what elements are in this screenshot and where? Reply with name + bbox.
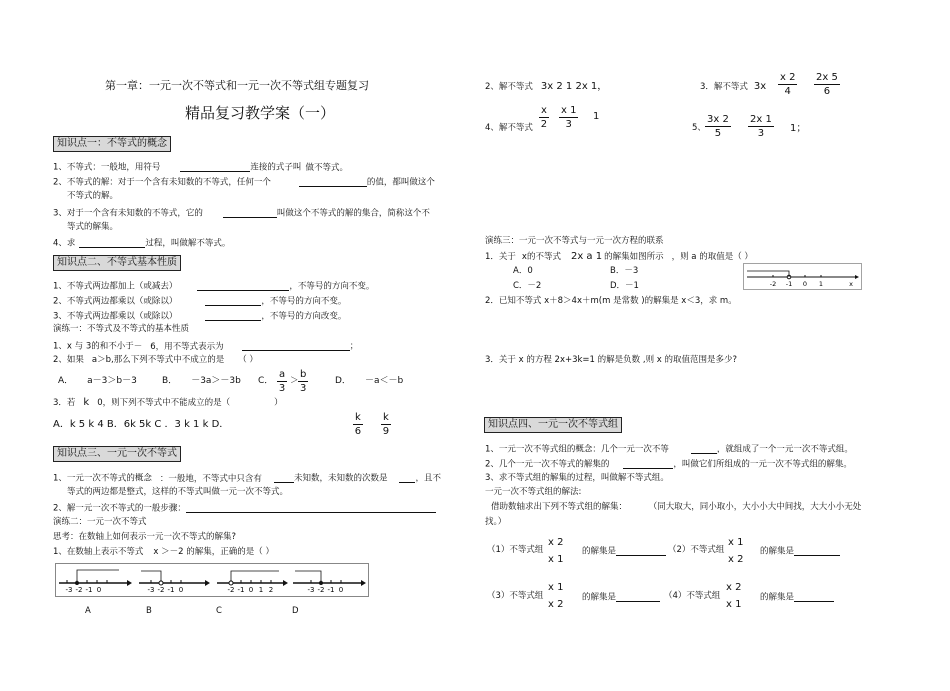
system-4-label: （4）不等式组 — [664, 591, 721, 601]
system-3-bottom: x 2 — [548, 599, 564, 610]
option-label-c: C — [216, 606, 222, 616]
system-3-answer — [582, 592, 660, 602]
system-4-answer — [760, 592, 834, 602]
blank[interactable] — [242, 341, 350, 351]
tick-label: -3 — [307, 586, 315, 594]
denominator: 4 — [784, 86, 791, 97]
tick-label: -2 — [157, 586, 165, 594]
option-c-frac-1 — [277, 370, 287, 394]
text: 3、对于一个含有未知数的不等式，它的 — [53, 208, 203, 219]
denominator: 3 — [565, 119, 572, 130]
tick-label: -1 — [785, 280, 793, 288]
ex3-option-c: C．－2 — [513, 281, 542, 291]
exercise-1-q1 — [53, 341, 358, 351]
denominator: 3 — [757, 128, 765, 139]
option-c-label: C． — [258, 376, 274, 386]
ex3-option-a: A．0 — [513, 266, 533, 276]
ex3-number-line — [743, 263, 863, 291]
option-label-b: B — [146, 606, 152, 616]
section-header-4: 知识点四、一元一次不等式组 — [484, 417, 622, 433]
blank[interactable] — [79, 238, 145, 248]
text: ，则 a 的取值是（ ） — [671, 252, 753, 262]
q5-tail: 1； — [790, 123, 807, 134]
numerator: 2x 1 — [750, 114, 772, 125]
numerator: x 1 — [561, 105, 577, 116]
axis-arrow — [855, 275, 859, 279]
text: －3a＞－3b — [191, 376, 241, 386]
concept-4-item-4: 一元一次不等式组的解法: — [485, 487, 582, 497]
concept-4-item-3: 3、求不等式组的解集的过程，叫做解不等式组。 — [485, 473, 669, 483]
blank[interactable] — [399, 473, 415, 483]
number-line-d[interactable] — [293, 571, 366, 594]
q3-option-d-frac-2 — [381, 413, 391, 437]
property-3 — [53, 311, 346, 321]
answer-blank[interactable] — [616, 546, 666, 556]
text: 过程，叫做解不等式。 — [145, 238, 231, 249]
tick-label: -1 — [167, 586, 175, 594]
option-c-gt: ＞ — [290, 376, 299, 386]
exercise-3-title: 演练三：一元一次不等式与一元一次方程的联系 — [485, 236, 664, 246]
tick-label: -3 — [65, 586, 73, 594]
text: 2、如果 — [53, 355, 84, 365]
tick-label: -1 — [237, 586, 245, 594]
tick-label: 1 — [258, 586, 264, 594]
option-b — [162, 377, 241, 386]
text: 的值，都叫做这个 — [366, 177, 435, 188]
tick-label: 0 — [802, 280, 808, 288]
text: 2、不等式的解：对于一个含有未知数的不等式，任何一个 — [53, 177, 271, 188]
text: x的不等式 — [521, 252, 561, 262]
denominator: 2 — [540, 119, 548, 130]
denominator: 5 — [714, 128, 722, 139]
text: －a＜－b — [364, 376, 404, 386]
solution-ray — [747, 271, 789, 277]
exercise-2-title: 演练二：一元一次不等式 — [53, 517, 147, 527]
tick-label: 1 — [818, 280, 824, 288]
solve-q5: 5、 — [692, 123, 706, 133]
text: 1、一元一次不等式的概念 — [53, 473, 152, 484]
concept-4-item-5 — [491, 503, 861, 512]
concept-4-item-2 — [485, 459, 852, 469]
text: 2、解不等式 — [485, 82, 533, 92]
denominator: 6 — [354, 426, 362, 437]
text: 1．关于 — [485, 252, 516, 262]
blank[interactable] — [299, 177, 367, 187]
system-2-label: （2）不等式组 — [668, 545, 725, 555]
exercise-1-title: 演练一：不等式及不等式的基本性质 — [53, 324, 190, 334]
q4-frac-2 — [559, 106, 578, 130]
text: ，叫做它们所组成的一元一次不等式组的解集。 — [673, 459, 852, 470]
text: ：一般地，不等式中只含有 — [159, 473, 262, 484]
q5-frac-2 — [748, 115, 774, 139]
denominator: 3 — [299, 383, 307, 394]
concept-4-item-1 — [485, 444, 853, 454]
tick-label: -1 — [327, 586, 335, 594]
text: k — [83, 397, 90, 408]
section-header-2: 知识点二、不等式基本性质 — [53, 255, 181, 271]
text: 3．若 — [53, 398, 76, 408]
system-1-label: （1）不等式组 — [487, 545, 544, 555]
answer-blank[interactable] — [616, 592, 660, 602]
exercise-2-q1 — [53, 548, 274, 557]
text: 的解集是 — [582, 592, 617, 603]
system-2-top: x 1 — [728, 537, 744, 548]
tick-label: 2 — [268, 586, 274, 594]
text: 2、几个一元一次不等式的解集的 — [485, 459, 610, 470]
blank[interactable] — [223, 208, 277, 218]
exercise-1-q2 — [53, 356, 258, 365]
blank[interactable] — [197, 281, 289, 291]
system-4-top: x 2 — [726, 582, 742, 593]
option-label-a: A — [85, 606, 91, 616]
concept-3-item-2 — [53, 503, 436, 513]
denominator: 3 — [278, 383, 286, 394]
system-1-bottom: x 1 — [548, 554, 564, 565]
text: 1、不等式两边都加上（或减去） — [53, 281, 178, 292]
text: 借助数轴求出下列不等式组的解集： — [491, 502, 628, 512]
text: x ＞－2 的解集，正确的是（ ） — [153, 547, 274, 557]
text: 1、一元一次不等式组的概念：几个一元一次不等 — [485, 444, 669, 455]
numerator: x 2 — [780, 72, 796, 83]
ex3-option-b: B．－3 — [610, 266, 639, 276]
tick-label: 0 — [96, 586, 102, 594]
q5-frac-1 — [705, 115, 731, 139]
system-1-top: x 2 — [548, 537, 564, 548]
property-2 — [53, 296, 346, 306]
q4-tail: 1 — [593, 111, 600, 122]
text: 1、不等式：一般地，用符号 — [53, 162, 161, 173]
text: 2x a 1 — [570, 251, 603, 262]
exercise-3-q3: 3．关于 x 的方程 2x+3k=1 的解是负数 ,则 x 的取值范围是多少? — [485, 355, 738, 365]
answer-blank[interactable] — [794, 592, 834, 602]
text: ） — [274, 398, 283, 408]
text: 2、不等式两边都乘以（或除以） — [53, 296, 178, 307]
concept-3-item-1-cont: 等式的两边都是整式，这样的不等式叫做一元一次不等式。 — [67, 487, 289, 497]
answer-blank[interactable] — [794, 546, 840, 556]
q3-option-d-frac-1 — [353, 413, 363, 437]
text: 3x 2 1 2x 1， — [540, 81, 608, 92]
system-2-answer — [760, 546, 840, 556]
section-header-3: 知识点三、一元一次不等式 — [53, 446, 181, 462]
q3-frac-1 — [778, 73, 797, 97]
concept-item-3 — [53, 208, 430, 218]
system-4-bottom: x 1 — [726, 599, 742, 610]
text: ，不等号的方向不变。 — [289, 281, 375, 292]
ex3-option-d: D．－1 — [610, 281, 639, 291]
text: 1、x 与 3的和不小于－ — [53, 341, 143, 352]
denominator: 9 — [382, 426, 390, 437]
concept-3-item-1 — [53, 473, 441, 483]
property-1 — [53, 281, 374, 291]
solve-q3 — [700, 82, 766, 92]
text: ，就组成了一个一元一次不等式组。 — [716, 444, 853, 455]
text: 叫做这个不等式的解的集合，简称这个不 — [276, 208, 430, 219]
text: 的解集如图所示 — [604, 252, 664, 262]
number-line-options — [55, 563, 370, 597]
text: 2、解一元一次不等式的一般步骤： — [53, 503, 186, 514]
exercise-1-q3 — [53, 398, 283, 408]
text: 3x — [753, 81, 767, 92]
q3-frac-2 — [814, 73, 840, 97]
blank[interactable] — [186, 503, 436, 513]
text: 的解集是 — [760, 546, 795, 557]
text: 的解集是 — [760, 592, 795, 603]
section-header-1: 知识点一：不等式的概念 — [53, 136, 171, 152]
tick-label: 0 — [178, 586, 184, 594]
number-line-b[interactable] — [139, 571, 210, 594]
solve-q2 — [485, 82, 607, 92]
axis-label: x — [849, 280, 853, 288]
tick-label: -1 — [85, 586, 93, 594]
text: 4、求 — [53, 238, 76, 249]
main-title: 精品复习教学案（一） — [185, 104, 336, 122]
text: A． — [58, 376, 74, 386]
option-a — [58, 377, 137, 386]
concept-item-4 — [53, 238, 230, 248]
blank[interactable] — [205, 311, 261, 321]
think-prompt: 思考：在数轴上如何表示一元一次不等式的解集? — [53, 532, 237, 542]
numerator: b — [300, 369, 307, 380]
exercise-3-q2: 2．已知不等式 x＋8＞4x＋m(m 是常数 )的解集是 x＜3，求 m。 — [485, 296, 737, 306]
blank[interactable] — [691, 444, 717, 454]
tick-label: -2 — [769, 280, 777, 288]
numerator: a — [279, 369, 286, 380]
system-1-answer — [582, 546, 666, 556]
text: ，且不 — [415, 473, 441, 484]
blank[interactable] — [180, 162, 250, 172]
option-c-frac-2 — [298, 370, 308, 394]
numerator: 3x 2 — [707, 114, 729, 125]
system-3-label: （3）不等式组 — [487, 591, 544, 601]
text: （ ） — [238, 355, 258, 365]
number-line-c[interactable] — [217, 571, 288, 594]
denominator: 6 — [823, 86, 831, 97]
tick-label: 0 — [248, 586, 254, 594]
text: 连接的式子叫 — [250, 162, 302, 173]
system-3-top: x 1 — [548, 582, 564, 593]
option-label-d: D — [292, 606, 299, 616]
numerator: x — [541, 105, 547, 116]
tick-label: -3 — [147, 586, 155, 594]
tick-label: -2 — [317, 586, 325, 594]
text: B． — [162, 376, 178, 386]
tick-label: -2 — [227, 586, 235, 594]
text: 0，则下列不等式中不能成立的是（ — [97, 398, 231, 408]
text: 做不等式。 — [305, 162, 348, 173]
concept-item-2 — [53, 177, 435, 187]
blank[interactable] — [274, 473, 294, 483]
q4-frac-1 — [539, 106, 549, 130]
tick-label: -2 — [75, 586, 83, 594]
text: 1、在数轴上表示不等式 — [53, 547, 144, 557]
text: D． — [335, 376, 351, 386]
text: a－3＞b－3 — [87, 376, 137, 386]
text: 的解集是 — [582, 546, 617, 557]
blank[interactable] — [205, 296, 261, 306]
concept-4-item-5-cont: 找。） — [485, 517, 507, 527]
concept-item-3-cont: 等式的解集。 — [67, 222, 119, 232]
text: 6，用不等式表示为 — [150, 341, 224, 352]
text: 3、不等式两边都乘以（或除以） — [53, 311, 178, 322]
text: 3．解不等式 — [700, 82, 748, 92]
numerator: k — [383, 412, 389, 423]
text: 未知数，未知数的次数是 — [293, 473, 388, 484]
numerator: 2x 5 — [816, 72, 838, 83]
number-line-a[interactable] — [59, 570, 132, 594]
tick-label: 0 — [338, 586, 344, 594]
text: ，不等号的方向不变。 — [261, 296, 347, 307]
option-d — [335, 377, 403, 386]
text: （同大取大，同小取小，大小小大中间找，大大小小无处 — [653, 502, 862, 512]
text: ，不等号的方向改变。 — [261, 311, 347, 322]
chapter-title: 第一章：一元一次不等式和一元一次不等式组专题复习 — [105, 79, 369, 92]
concept-item-1 — [53, 162, 348, 172]
system-2-bottom: x 2 — [728, 554, 744, 565]
concept-item-2-cont: 不等式的解。 — [67, 191, 119, 201]
blank[interactable] — [623, 459, 673, 469]
exercise-1-q3-options: A．k 5 k 4 B．6k 5k C ．3 k 1 k D． — [53, 419, 230, 430]
text: ； — [349, 341, 359, 352]
numerator: k — [355, 412, 361, 423]
solve-q4: 4、解不等式 — [485, 123, 533, 133]
exercise-3-q1 — [485, 252, 753, 262]
text: a＞b,那么下列不等式中不成立的是 — [91, 355, 225, 365]
